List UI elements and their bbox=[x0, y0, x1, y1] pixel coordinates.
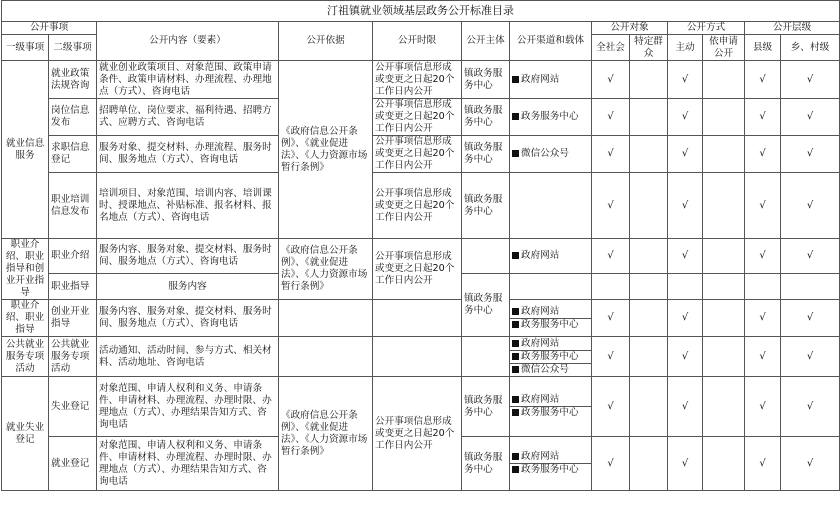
header-content: 公开内容（要素） bbox=[97, 22, 279, 61]
table-row bbox=[2, 337, 840, 377]
check-county: √ bbox=[745, 377, 781, 437]
table-row bbox=[2, 239, 840, 274]
level1-cell: 职业介绍、职业指导和创业开业指导 bbox=[2, 239, 49, 300]
content-cell: 招聘单位、岗位要求、福利待遇、招聘方式、应聘方式、咨询电话 bbox=[97, 99, 279, 136]
check-on-request bbox=[703, 61, 745, 99]
subject-cell bbox=[462, 239, 510, 274]
check-active: √ bbox=[668, 300, 703, 337]
subject-cell: 镇政务服务中心 bbox=[462, 61, 510, 99]
check-all-society: √ bbox=[592, 337, 630, 377]
check-county: √ bbox=[745, 173, 781, 239]
header-matters: 公开事项 bbox=[2, 22, 97, 35]
channel-cell bbox=[510, 173, 592, 239]
check-all-society: √ bbox=[592, 61, 630, 99]
subject-cell: 镇政务服务中心 bbox=[462, 377, 510, 437]
level2-cell: 创业开业指导 bbox=[49, 300, 97, 337]
header-county: 县级 bbox=[745, 35, 781, 61]
check-active: √ bbox=[668, 99, 703, 136]
check-all-society: √ bbox=[592, 239, 630, 274]
channel-cell bbox=[510, 377, 592, 437]
header-basis: 公开依据 bbox=[279, 22, 373, 61]
header-channel: 公开渠道和载体 bbox=[510, 22, 592, 61]
table-row bbox=[2, 99, 840, 136]
content-cell: 对象范围、申请人权利和义务、申请条件、申请材料、办理流程、办理时限、办理地点（方式）、办理结果告知方式、咨询电话 bbox=[97, 437, 279, 491]
check-on-request bbox=[703, 173, 745, 239]
channel-cell bbox=[510, 99, 592, 136]
check-on-request bbox=[703, 377, 745, 437]
check-county: √ bbox=[745, 61, 781, 99]
timing-cell: 公开事项信息形成或变更之日起20个工作日内公开 bbox=[373, 377, 462, 491]
check-on-request bbox=[703, 437, 745, 491]
channel-cell bbox=[510, 61, 592, 99]
channel-item: 政府网站 bbox=[510, 451, 591, 464]
header-township: 乡、村级 bbox=[781, 35, 840, 61]
header-audience: 公开对象 bbox=[592, 22, 668, 35]
check-on-request bbox=[703, 239, 745, 274]
table-row bbox=[2, 136, 840, 173]
check-township: √ bbox=[781, 61, 840, 99]
channel-item: 政府网站 bbox=[510, 338, 591, 351]
check-active: √ bbox=[668, 61, 703, 99]
timing-cell: 公开事项信息形成或变更之日起20个工作日内公开 bbox=[373, 239, 462, 300]
subject-cell: 镇政务服务中心 bbox=[462, 136, 510, 173]
level2-cell: 职业培训信息发布 bbox=[49, 173, 97, 239]
basis-cell: 《政府信息公开条例》、《就业促进法》、《人力资源市场暂行条例》 bbox=[279, 377, 373, 491]
check-county: √ bbox=[745, 300, 781, 337]
channel-cell bbox=[510, 437, 592, 491]
check-on-request bbox=[703, 274, 745, 300]
check-active: √ bbox=[668, 239, 703, 274]
channel-cell bbox=[510, 136, 592, 173]
content-cell: 服务内容、服务对象、提交材料、服务时间、服务地点（方式）、咨询电话 bbox=[97, 239, 279, 274]
check-township: √ bbox=[781, 437, 840, 491]
timing-cell: 公开事项信息形成或变更之日起20个工作日内公开 bbox=[373, 136, 462, 173]
check-township: √ bbox=[781, 239, 840, 274]
check-on-request bbox=[703, 300, 745, 337]
basis-cell: 《政府信息公开条例》、《就业促进法》、《人力资源市场暂行条例》 bbox=[279, 61, 373, 239]
content-cell: 服务内容 bbox=[97, 274, 279, 300]
check-all-society: √ bbox=[592, 437, 630, 491]
check-township: √ bbox=[781, 136, 840, 173]
channel-item: 微信公众号 bbox=[510, 364, 591, 376]
table-row bbox=[2, 300, 840, 337]
check-all-society: √ bbox=[592, 99, 630, 136]
check-active: √ bbox=[668, 377, 703, 437]
check-specific-group bbox=[630, 61, 668, 99]
check-active: √ bbox=[668, 337, 703, 377]
timing-cell bbox=[373, 337, 462, 377]
check-all-society: √ bbox=[592, 173, 630, 239]
check-specific-group bbox=[630, 437, 668, 491]
check-specific-group bbox=[630, 239, 668, 274]
check-county: √ bbox=[745, 99, 781, 136]
content-cell: 对象范围、申请人权利和义务、申请条件、申请材料、办理流程、办理时限、办理地点（方式）、办理结果告知方式、咨询电话 bbox=[97, 377, 279, 437]
header-active: 主动 bbox=[668, 35, 703, 61]
content-cell: 活动通知、活动时间、参与方式、相关材料、活动地址、咨询电话 bbox=[97, 337, 279, 377]
check-all-society: √ bbox=[592, 300, 630, 337]
check-township bbox=[781, 274, 840, 300]
header-all-society: 全社会 bbox=[592, 35, 630, 61]
channel-item: 政务服务中心 bbox=[510, 464, 591, 476]
check-county: √ bbox=[745, 239, 781, 274]
channel-cell bbox=[510, 300, 592, 337]
check-county bbox=[745, 274, 781, 300]
check-specific-group bbox=[630, 300, 668, 337]
check-county: √ bbox=[745, 337, 781, 377]
check-all-society: √ bbox=[592, 377, 630, 437]
check-specific-group bbox=[630, 136, 668, 173]
content-cell: 服务对象、提交材料、办理流程、服务时间、服务地点（方式）、咨询电话 bbox=[97, 136, 279, 173]
level2-cell: 职业介绍 bbox=[49, 239, 97, 274]
timing-cell bbox=[373, 300, 462, 337]
header-specific-group: 特定群众 bbox=[630, 35, 668, 61]
subject-cell: 镇政务服务中心 bbox=[462, 274, 510, 337]
check-township: √ bbox=[781, 99, 840, 136]
subject-cell: 镇政务服务中心 bbox=[462, 99, 510, 136]
channel-item: 政务服务中心 bbox=[510, 407, 591, 419]
header-method: 公开方式 bbox=[668, 22, 745, 35]
channel-cell bbox=[510, 337, 592, 377]
level2-cell: 就业登记 bbox=[49, 437, 97, 491]
check-township: √ bbox=[781, 300, 840, 337]
check-active: √ bbox=[668, 173, 703, 239]
table-row bbox=[2, 173, 840, 239]
level2-cell: 职业指导 bbox=[49, 274, 97, 300]
check-all-society: √ bbox=[592, 136, 630, 173]
table-row bbox=[2, 377, 840, 437]
table-row bbox=[2, 61, 840, 99]
level2-cell: 求职信息登记 bbox=[49, 136, 97, 173]
channel-cell bbox=[510, 274, 592, 300]
basis-cell: 《政府信息公开条例》、《就业促进法》、《人力资源市场暂行条例》 bbox=[279, 239, 373, 300]
check-active: √ bbox=[668, 136, 703, 173]
check-county: √ bbox=[745, 136, 781, 173]
channel-item: 政府网站 bbox=[512, 74, 589, 86]
check-specific-group bbox=[630, 99, 668, 136]
check-township: √ bbox=[781, 337, 840, 377]
channel-item: 政府网站 bbox=[510, 394, 591, 407]
header-subject: 公开主体 bbox=[462, 22, 510, 61]
timing-cell: 公开事项信息形成或变更之日起20个工作日内公开 bbox=[373, 99, 462, 136]
header-level2: 二级事项 bbox=[49, 35, 97, 61]
level2-cell: 公共就业服务专项活动 bbox=[49, 337, 97, 377]
channel-item: 政府网站 bbox=[512, 250, 589, 262]
channel-item: 政务服务中心 bbox=[512, 111, 589, 123]
check-all-society bbox=[592, 274, 630, 300]
header-on-request: 依申请公开 bbox=[703, 35, 745, 61]
check-county: √ bbox=[745, 437, 781, 491]
check-on-request bbox=[703, 136, 745, 173]
check-on-request bbox=[703, 99, 745, 136]
subject-cell: 镇政务服务中心 bbox=[462, 437, 510, 491]
channel-item: 政务服务中心 bbox=[510, 319, 591, 331]
level2-cell: 就业政策法规咨询 bbox=[49, 61, 97, 99]
level1-cell: 职业介绍、职业指导 bbox=[2, 300, 49, 337]
channel-item: 微信公众号 bbox=[512, 148, 589, 160]
check-specific-group bbox=[630, 377, 668, 437]
basis-cell bbox=[279, 300, 373, 337]
subject-cell bbox=[462, 337, 510, 377]
check-township: √ bbox=[781, 377, 840, 437]
channel-item: 政务服务中心 bbox=[510, 351, 591, 364]
level1-cell: 就业信息服务 bbox=[2, 61, 49, 239]
header-timing: 公开时限 bbox=[373, 22, 462, 61]
basis-cell bbox=[279, 337, 373, 377]
level2-cell: 岗位信息发布 bbox=[49, 99, 97, 136]
channel-cell bbox=[510, 239, 592, 274]
level2-cell: 失业登记 bbox=[49, 377, 97, 437]
header-level: 公开层级 bbox=[745, 22, 840, 35]
header-level1: 一级事项 bbox=[2, 35, 49, 61]
subject-cell: 镇政务服务中心 bbox=[462, 173, 510, 239]
check-specific-group bbox=[630, 337, 668, 377]
level1-cell: 公共就业服务专项活动 bbox=[2, 337, 49, 377]
check-active bbox=[668, 274, 703, 300]
check-township: √ bbox=[781, 173, 840, 239]
timing-cell: 公开事项信息形成或变更之日起20个工作日内公开 bbox=[373, 173, 462, 239]
table-title: 汀祖镇就业领域基层政务公开标准目录 bbox=[2, 1, 840, 22]
level1-cell: 就业失业登记 bbox=[2, 377, 49, 491]
check-active: √ bbox=[668, 437, 703, 491]
check-specific-group bbox=[630, 173, 668, 239]
content-cell: 培训项目、对象范围、培训内容、培训课时、授课地点、补贴标准、报名材料、报名地点（方式）、咨询电话 bbox=[97, 173, 279, 239]
check-on-request bbox=[703, 337, 745, 377]
timing-cell: 公开事项信息形成或变更之日起20个工作日内公开 bbox=[373, 61, 462, 99]
content-cell: 服务内容、服务对象、提交材料、服务时间、服务地点（方式）、咨询电话 bbox=[97, 300, 279, 337]
content-cell: 就业创业政策项目、对象范围、政策申请条件、政策申请材料、办理流程、办理地点（方式）、咨询电话 bbox=[97, 61, 279, 99]
disclosure-table bbox=[1, 0, 840, 491]
channel-item: 政府网站 bbox=[510, 306, 591, 319]
check-specific-group bbox=[630, 274, 668, 300]
